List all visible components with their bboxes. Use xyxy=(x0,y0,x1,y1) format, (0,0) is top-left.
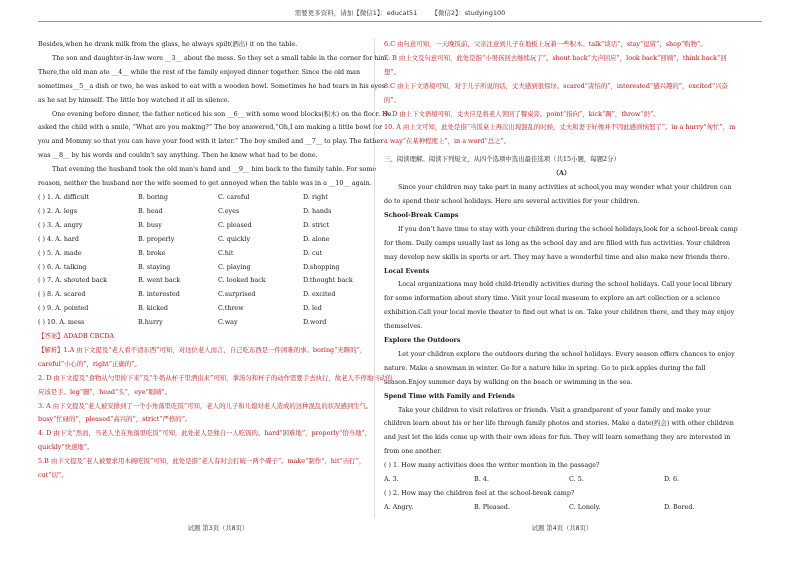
subheading: Spend Time with Family and Friends xyxy=(384,391,515,400)
left-column xyxy=(38,38,393,518)
option-b: B. Pleased. xyxy=(474,502,510,511)
question-options xyxy=(384,473,739,487)
section-heading: 三、阅读理解。阅读下列短文，从四个选项中选出最佳选项（共15小题，每题2分） xyxy=(384,155,620,164)
option-b: B. went back xyxy=(138,276,181,285)
header-note: 需要更多资料，请加【微信1】：educat51 xyxy=(294,9,418,17)
option-number: ( ) 5. A. made xyxy=(38,248,82,257)
option-row xyxy=(38,261,393,275)
option-row xyxy=(38,302,393,316)
header-wechat2: 【微信2】：studying100 xyxy=(431,9,506,17)
option-c: C. looked back xyxy=(218,276,266,285)
option-d: D. alone xyxy=(303,234,330,243)
option-c: C.eyes xyxy=(218,206,240,215)
option-a: A. 3. xyxy=(384,475,399,484)
option-number: ( ) 6. A. talking xyxy=(38,262,87,271)
footer-page-right: 试题 第4页（共8页） xyxy=(531,525,593,532)
answer-key: 【答案】ADADB CBCDA xyxy=(38,332,115,341)
analysis-paragraph: 3. A 由下文提及“老人被安排到了一个小角落里吃饭”可知，老人的儿子和儿媳对老人造成的这种混乱的状况感到生气。busy“忙碌的”，pleased“高兴的”，strict“严格的”。 xyxy=(38,401,373,424)
option-c: C.surprised xyxy=(218,290,256,299)
question: ( ) 1. How many activities does the writer mention in the passage? xyxy=(384,461,600,470)
option-b: B.hurry xyxy=(138,318,163,327)
option-row xyxy=(38,219,393,233)
right-column xyxy=(384,38,739,518)
analysis-paragraph: 2. D 由下文提及“食物从勺里掉下来”及“牛奶从杯子里洒出来”可知，拿汤匀和杯子的动作需要手去执行，故老人不停地抖动的应该是手。leg“腿”，head“头”，eye“眼睛”。 xyxy=(38,373,393,396)
option-c: C. quickly xyxy=(218,234,251,243)
option-c: C. pleased xyxy=(218,220,252,229)
analysis-paragraph: 10. A 由上文可知，此处是指“当饭桌上再次出现混乱的时候，丈夫和妻子好像并不因此感到恼怒了”。in a hurry“匆忙”，in a way“在某种程度上”，in a word“总之”。 xyxy=(384,123,736,146)
option-b: B. broke xyxy=(138,248,166,257)
option-d: D. hands xyxy=(303,206,332,215)
option-d: D. 6. xyxy=(664,475,680,484)
option-number: ( ) 3. A. angry xyxy=(38,220,83,229)
passage-paragraph: One evening before dinner, the father noticed his son __6__ with some wood blocks(积木) on the floor. He asked the child with a smile, “What are you making?” The boy answered,“Oh,I am making a little bowl for you and Mommy so that you can have your food with it later.” The boy smiled and __7__ to play. The father was __8__ by his words and couldn't say anything. Then he knew what had to be done. xyxy=(38,109,392,160)
option-row xyxy=(38,247,393,261)
passage-paragraph: Besides,when he drank milk from the glass, he always spilt(洒出) it on the table. xyxy=(38,40,298,48)
option-b: B. staying xyxy=(138,262,171,271)
option-number: ( ) 10. A. mess xyxy=(38,318,85,327)
option-d: D. led xyxy=(303,304,322,313)
question-options xyxy=(384,501,739,515)
analysis-paragraph: 8.C 由上下文语境可知，对于儿子所说的话，丈夫感到很惊讶。scared“害怕的”，interested“感兴趣的”，excited“兴奋的”。 xyxy=(384,81,728,104)
subheading: School-Break Camps xyxy=(384,210,459,219)
option-d: D. strict xyxy=(303,220,330,229)
analysis-paragraph: 【解析】1.A 由下文提及“老人看不清东西”可知，对这位老人而言，自己吃东西是一件困难的事。boring“无聊的”，careful“小心的”，right“正确的”。 xyxy=(38,345,367,368)
option-b: B. busy xyxy=(138,220,162,229)
column-divider xyxy=(374,38,375,518)
option-number: ( ) 1. A. difficult xyxy=(38,192,89,201)
analysis-paragraph: 7. B 由上文及句意可知，此处是指“小男孩回去继续玩了”。shout back“大声回应”，look back“回顾”，think back“回想”。 xyxy=(384,53,727,76)
question: ( ) 2. How may the children feel at the school-break camp? xyxy=(384,489,575,497)
option-c: C. Lonely. xyxy=(569,502,601,511)
option-d: D.word xyxy=(303,318,327,327)
option-row xyxy=(38,316,393,330)
passage-paragraph: That evening the husband took the old man's hand and __9__ him back to the family table. For some reason, neither the husband nor the wife seemed to get annoyed when the table was in a __10__ again. xyxy=(38,165,377,188)
analysis-paragraph: 5.B 由下文提及“老人被要求用木碗吃饭”可知，此处是指“老人有时会打破一两个碟子”。make“制作”，hit“击打”，cut“切”。 xyxy=(38,457,366,480)
option-row xyxy=(38,191,393,205)
passage-paragraph: If you don't have time to stay with your children during the school holidays,look for a school-break camp for them. Daily camps usually last as long as the school day and are filled with fun activities. Your children may develop new skills in sports or art. They may have a wonderful time and also make new friends there. xyxy=(384,224,738,261)
option-d: D.thought back xyxy=(303,276,353,285)
option-d: D. cut xyxy=(303,248,323,257)
passage-letter: （A） xyxy=(552,169,571,178)
option-c: C.way xyxy=(218,318,238,327)
option-d: D. right xyxy=(303,192,328,201)
option-number: ( ) 8. A. scared xyxy=(38,290,86,299)
analysis-paragraph: 9. D 由上下文语境可知，丈夫应是将老人领回了餐桌旁。point“指向”，kick“踢”，throw“扔”。 xyxy=(384,109,660,118)
option-c: C. 5. xyxy=(569,475,584,484)
option-d: D. excited xyxy=(303,290,336,299)
analysis-paragraph: 4. D 由下文“然而，当老人坐在角落里吃饭”可知，此处老人是独自一人吃饭的。hard“困难地”，properly“恰当地”，quickly“快速地”。 xyxy=(38,429,372,452)
option-d: D. Bored. xyxy=(664,502,695,511)
subheading: Explore the Outdoors xyxy=(384,336,461,345)
option-number: ( ) 2. A. legs xyxy=(38,206,78,215)
passage-paragraph: Take your children to visit relatives or friends. Visit a grandparent of your family and make your children learn about his or her life through family photos and stories. Make a date(约会) with other children and just let the kids come up with their own ideas for fun. They will learn something they are interested in from one another. xyxy=(384,405,734,456)
option-row xyxy=(38,233,393,247)
option-b: B. head xyxy=(138,206,163,215)
option-c: C.hit xyxy=(218,248,234,257)
option-row xyxy=(38,274,393,288)
option-c: C.threw xyxy=(218,304,244,313)
option-d: D.shopping xyxy=(303,262,340,271)
option-row xyxy=(38,288,393,302)
option-number: ( ) 4. A. hard xyxy=(38,234,79,243)
option-b: B. 4. xyxy=(474,475,489,484)
option-b: B. kicked xyxy=(138,304,168,313)
page-header xyxy=(0,8,800,22)
option-row xyxy=(38,205,393,219)
option-b: B. boring xyxy=(138,192,169,201)
footer-page-left: 试题 第3页（共8页） xyxy=(187,525,249,532)
option-c: C. careful xyxy=(218,192,250,201)
passage-paragraph: The son and daughter-in-law were __3__ about the mess. So they set a small table in the corner for him. There,the old man ate __4__ while the rest of the family enjoyed dinner together. Since the old man sometimes__5__a dish or two, he was asked to eat with a wooden bowl. Sometimes he had tears in his eyes as he sat by himself. The little boy watched it all in silence. xyxy=(38,53,389,104)
header-rule xyxy=(38,21,762,22)
option-b: B. interested xyxy=(138,290,180,299)
passage-paragraph: Let your children explore the outdoors during the school holidays. Every season offers chances to enjoy nature. Make a snowman in winter. Go for a nature hike in spring. Go to pick apples during the fall season.Enjoy summer days by walking on the beach or swimming in the sea. xyxy=(384,349,735,386)
option-b: B. properly xyxy=(138,234,175,243)
option-a: A. Angry. xyxy=(384,502,414,511)
passage-intro: Since your children may take part in many activities at school,you may wonder what your children can do to spend their school holidays. Here are several activities for your children. xyxy=(384,183,732,205)
option-number: ( ) 7. A. shouted back xyxy=(38,276,108,285)
analysis-paragraph: 6.C 由句意可知，一天晚饭前，父亲注意到儿子在地板上玩着一些积木。talk“谈话”，stay“逗留”，shop“购物”。 xyxy=(384,40,707,48)
passage-paragraph: Local organizations may hold child-friendly activities during the school holidays. Call your local library for some information about story time. Visit your local museum to explore an art collection or a science exhibition.Call your local movie theater to find out what is on. Take your children there, and they may enjoy themselves. xyxy=(384,280,735,331)
option-number: ( ) 9. A. pointed xyxy=(38,304,89,313)
subheading: Local Events xyxy=(384,266,430,275)
option-c: C. playing xyxy=(218,262,251,271)
options-list xyxy=(38,191,393,330)
